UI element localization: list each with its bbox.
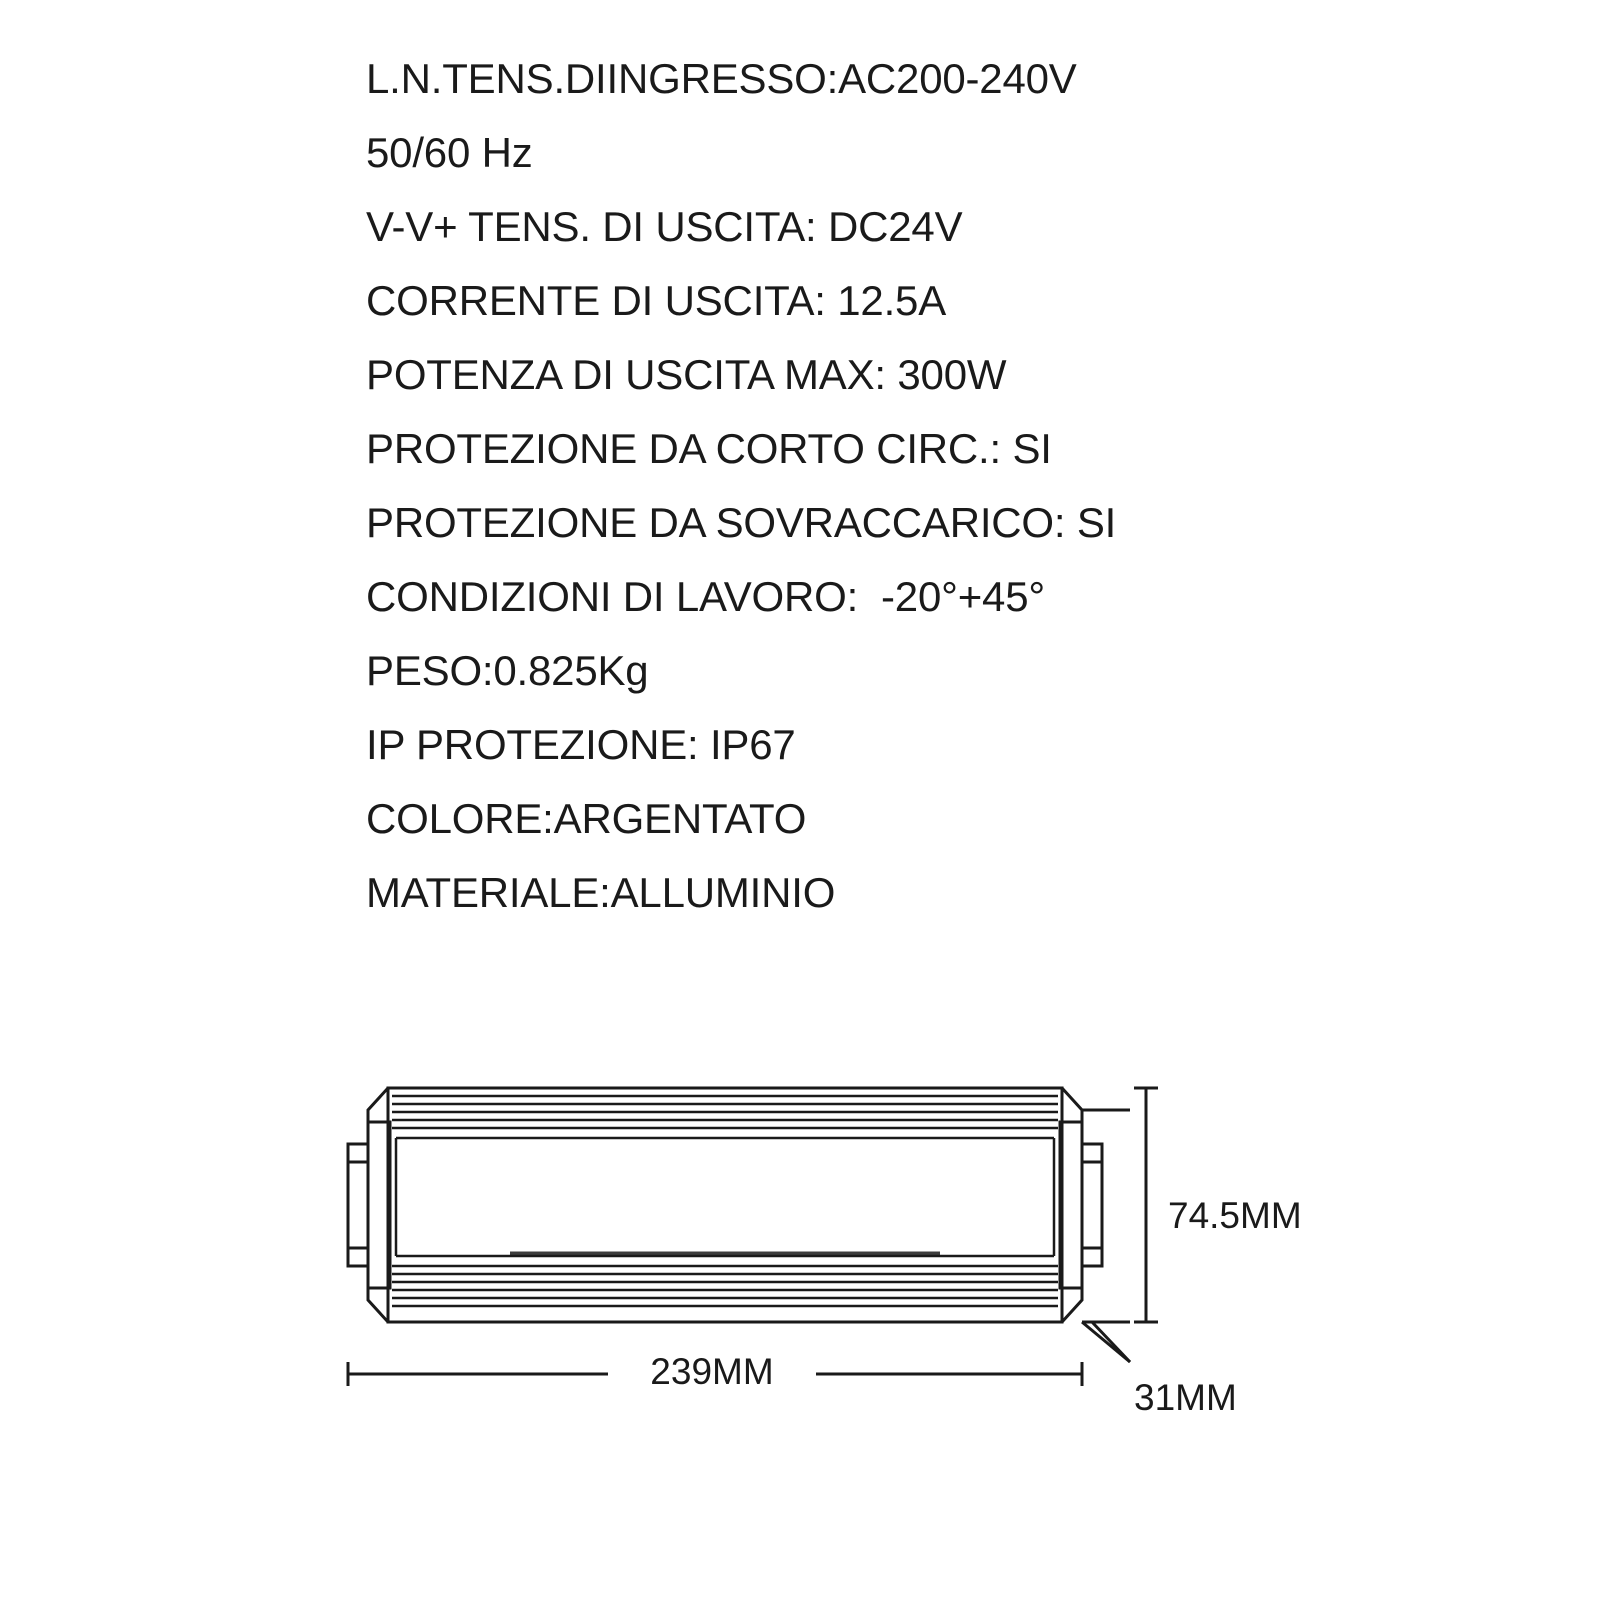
product-dimension-drawing: [340, 1070, 1320, 1430]
spec-line-output-voltage: V-V+ TENS. DI USCITA: DC24V: [366, 203, 963, 250]
spec-line-output-power: POTENZA DI USCITA MAX: 300W: [366, 351, 1007, 398]
spec-line-input-voltage: L.N.TENS.DIINGRESSO:AC200-240V: [366, 55, 1077, 102]
housing-centre-face: [396, 1138, 1054, 1256]
spec-line-short-circuit-protection: PROTEZIONE DA CORTO CIRC.: SI: [366, 425, 1052, 472]
height-dimension: [1134, 1088, 1158, 1322]
depth-dimension: [1082, 1322, 1130, 1362]
spec-line-ip-protection: IP PROTEZIONE: IP67: [366, 721, 796, 768]
spec-line-frequency: 50/60 Hz: [366, 129, 533, 176]
height-dimension-label: 74.5MM: [1168, 1194, 1302, 1236]
spec-line-working-conditions: CONDIZIONI DI LAVORO: -20°+45°: [366, 573, 1045, 620]
depth-offset-outline: [1082, 1110, 1130, 1322]
heatsink-fins-bottom: [392, 1266, 1058, 1306]
depth-dimension-label: 31MM: [1134, 1376, 1237, 1418]
specification-list: [366, 42, 1466, 930]
spec-line-output-current: CORRENTE DI USCITA: 12.5A: [366, 277, 947, 324]
spec-line-material: MATERIALE:ALLUMINIO: [366, 869, 836, 916]
housing-body: [368, 1088, 1082, 1322]
spec-line-weight: PESO:0.825Kg: [366, 647, 649, 694]
spec-line-overload-protection: PROTEZIONE DA SOVRACCARICO: SI: [366, 499, 1117, 546]
spec-line-color: COLORE:ARGENTATO: [366, 795, 807, 842]
heatsink-fins-top: [392, 1096, 1058, 1138]
width-dimension-label: 239MM: [650, 1350, 774, 1392]
